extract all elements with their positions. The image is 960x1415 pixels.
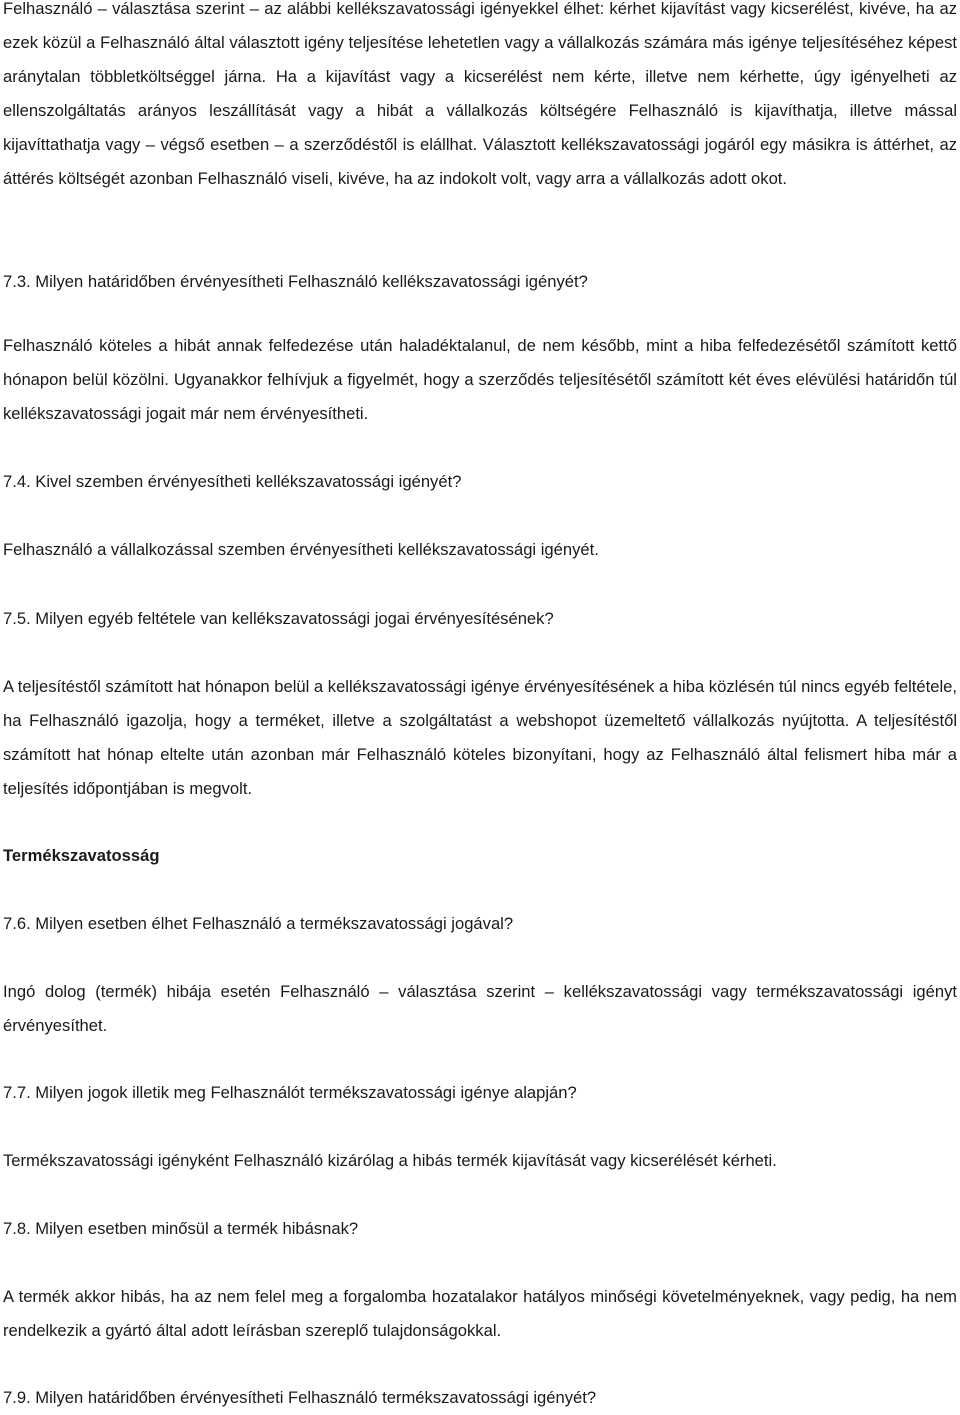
paragraph-defective-product: A termék akkor hibás, ha az nem felel meg a forgalomba hozatalakor hatályos minőségi követelményeknek, vagy pedig, ha nem rendelkezik a gyártó által adott leírásban szereplő tulajdonságokkal.	[3, 1287, 957, 1340]
paragraph-against-whom: Felhasználó a vállalkozással szemben érvényesítheti kellékszavatossági igényét.	[3, 540, 599, 559]
paragraph-deadline: Felhasználó köteles a hibát annak felfedezése után haladéktalanul, de nem később, mint a hiba felfedezésétől számított kettő hónapon belül közölni. Ugyanakkor felhívjuk a figyelmét, hogy a szerződés teljesítésétől számított két éves elévülési határidőn túl kellékszavatossági jogait már nem érvényesítheti.	[3, 336, 957, 423]
question-7-9: 7.9. Milyen határidőben érvényesítheti Felhasználó termékszavatossági igényét?	[3, 1388, 597, 1407]
question-7-8: 7.8. Milyen esetben minősül a termék hibásnak?	[3, 1219, 359, 1238]
question-7-3: 7.3. Milyen határidőben érvényesítheti Felhasználó kellékszavatossági igényét?	[3, 272, 588, 291]
question-7-6: 7.6. Milyen esetben élhet Felhasználó a termékszavatossági jogával?	[3, 914, 514, 933]
section-heading-product-warranty: Termékszavatosság	[3, 846, 160, 865]
paragraph-product-warranty-rights: Termékszavatossági igényként Felhasználó kizárólag a hibás termék kijavítását vagy kicserélését kérheti.	[3, 1151, 777, 1170]
paragraph-other-conditions: A teljesítéstől számított hat hónapon belül a kellékszavatossági igénye érvényesítésének a hiba közlésén túl nincs egyéb feltétele, ha Felhasználó igazolja, hogy a terméket, illetve a szolgáltatást a webshopot üzemeltető vállalkozás nyújtotta. A teljesítéstől számított hat hónap eltelte után azonban már Felhasználó köteles bizonyítani, hogy az Felhasználó által felismert hiba már a teljesítés időpontjában is megvolt.	[3, 677, 957, 798]
question-7-7: 7.7. Milyen jogok illetik meg Felhasználót termékszavatossági igénye alapján?	[3, 1083, 577, 1102]
paragraph-product-warranty-case: Ingó dolog (termék) hibája esetén Felhasználó – választása szerint – kellékszavatossági vagy termékszavatossági igényt érvényesíthet.	[3, 982, 957, 1035]
question-7-5: 7.5. Milyen egyéb feltétele van kellékszavatossági jogai érvényesítésének?	[3, 609, 554, 628]
question-7-4: 7.4. Kivel szemben érvényesítheti kellékszavatossági igényét?	[3, 472, 462, 491]
paragraph-warranty-rights: Felhasználó – választása szerint – az alábbi kellékszavatossági igényekkel élhet: kérhet kijavítást vagy kicserélést, kivéve, ha az ezek közül a Felhasználó által választott igény teljesítése lehetetlen vagy a vállalkozás számára más igénye teljesítéséhez képest aránytalan többletköltséggel járna. Ha a kijavítást vagy a kicserélést nem kérte, illetve nem kérhette, úgy igényelheti az ellenszolgáltatás arányos leszállítását vagy a hibát a vállalkozás költségére Felhasználó is kijavíthatja, illetve mással kijavíttathatja vagy – végső esetben – a szerződéstől is elállhat. Választott kellékszavatossági jogáról egy másikra is áttérhet, az áttérés költségét azonban Felhasználó viseli, kivéve, ha az indokolt volt, vagy arra a vállalkozás adott okot.	[3, 0, 957, 188]
